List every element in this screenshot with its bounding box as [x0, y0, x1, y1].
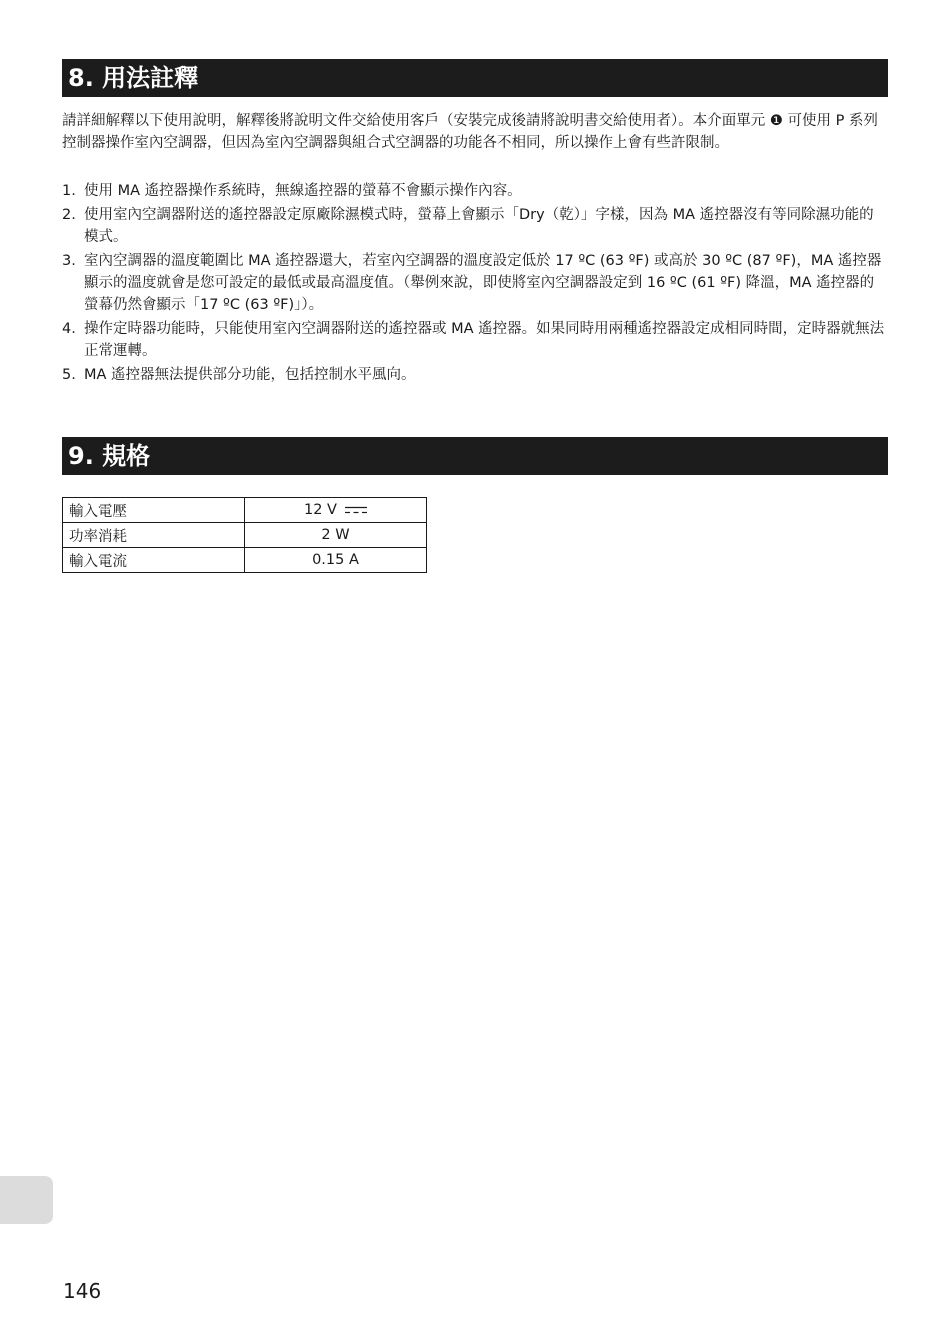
- list-item-text: 使用室內空調器附送的遙控器設定原廠除濕模式時，螢幕上會顯示「Dry（乾）」字樣，因為 MA 遙控器沒有等同除濕功能的模式。: [84, 207, 874, 245]
- table-row: [63, 548, 427, 573]
- section-9-title: 9. 規格: [62, 437, 888, 475]
- list-item-number: 2.: [62, 207, 76, 223]
- list-item-text: 使用 MA 遙控器操作系統時，無線遙控器的螢幕不會顯示操作內容。: [84, 183, 522, 199]
- list-item: [62, 204, 888, 248]
- list-item: [62, 250, 888, 316]
- list-item: [62, 364, 888, 386]
- section-8-intro: 請詳細解釋以下使用說明，解釋後將說明文件交給使用客戶（安裝完成後請將說明書交給使用者）。本介面單元 ❶ 可使用 P 系列控制器操作室內空調器，但因為室內空調器與組合式空調器的功能各不相同，所以操作上會有些許限制。: [62, 113, 878, 151]
- list-item-number: 3.: [62, 253, 76, 269]
- list-item-text: 操作定時器功能時，只能使用室內空調器附送的遙控器或 MA 遙控器。如果同時用兩種遙控器設定成相同時間，定時器就無法正常運轉。: [84, 321, 885, 359]
- spec-value-cell: [245, 498, 427, 523]
- list-item-text: MA 遙控器無法提供部分功能，包括控制水平風向。: [84, 367, 416, 383]
- table-row: [63, 498, 427, 523]
- page-number: 146: [63, 1279, 102, 1303]
- spec-value: 2 W: [245, 523, 427, 548]
- spec-label: 功率消耗: [63, 523, 245, 548]
- list-item-text: 室內空調器的溫度範圍比 MA 遙控器還大，若室內空調器的溫度設定低於 17 ºC (63 ºF) 或高於 30 ºC (87 ºF)，MA 遙控器顯示的溫度就會是您可設定的最低或最高溫度值。（舉例來說，即使將室內空調器設定到 16 ºC (61 ºF) 降溫，MA 遙控器的螢幕仍然會顯示「17 ºC (63 ºF)」）。: [84, 253, 882, 313]
- spec-label: 輸入電流: [63, 548, 245, 573]
- list-item: [62, 180, 888, 202]
- dc-voltage-icon: [345, 506, 367, 514]
- section-8-title: 8. 用法註釋: [62, 59, 888, 97]
- usage-notes-list: [62, 180, 888, 388]
- list-item-number: 5.: [62, 367, 76, 383]
- spec-table: [62, 497, 427, 573]
- spec-label: 輸入電壓: [63, 498, 245, 523]
- list-item-number: 4.: [62, 321, 76, 337]
- list-item-number: 1.: [62, 183, 76, 199]
- list-item: [62, 318, 888, 362]
- table-row: [63, 523, 427, 548]
- chapter-tab-marker: [0, 1176, 53, 1224]
- spec-value: 12 V: [304, 502, 337, 518]
- spec-value: 0.15 A: [245, 548, 427, 573]
